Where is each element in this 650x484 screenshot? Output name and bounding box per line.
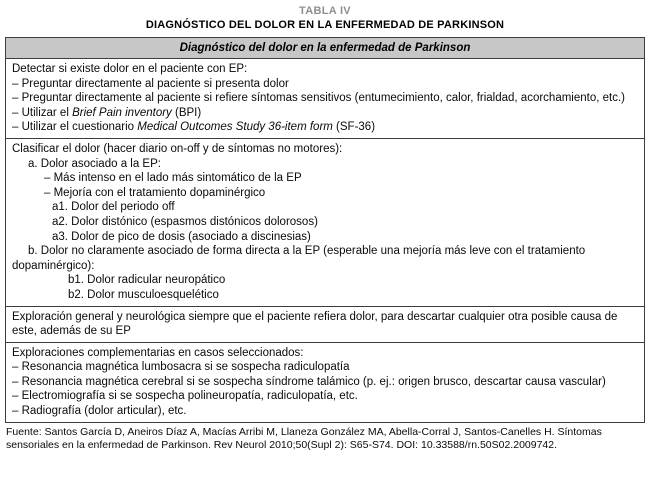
table-line	[12, 273, 638, 288]
table-number: TABLA IV	[299, 5, 351, 17]
table-line	[12, 389, 638, 404]
text-segment: – Preguntar directamente al paciente si presenta dolor	[12, 77, 289, 90]
table-caption: DIAGNÓSTICO DEL DOLOR EN LA ENFERMEDAD DE PARKINSON	[145, 19, 505, 31]
text-segment: a1. Dolor del periodo off	[52, 201, 175, 214]
text-segment: Detectar si existe dolor en el paciente con EP:	[12, 63, 248, 75]
table-line	[12, 230, 638, 245]
text-segment: – Resonancia magnética cerebral si se sospecha síndrome talámico (p. ej.: origen brusco, descartar causa vascular)	[12, 375, 606, 388]
text-segment: Brief Pain inventory	[72, 106, 172, 119]
text-segment: Medical Outcomes Study 36-item form	[137, 121, 333, 134]
text-segment: (BPI)	[171, 106, 202, 119]
text-segment: a3. Dolor de pico de dosis (asociado a discinesias)	[52, 230, 311, 243]
text-segment: – Electromiografía si se sospecha polineuropatía, radiculopatía, etc.	[12, 390, 358, 403]
text-segment: Exploración general y neurológica siempre que el paciente refiera dolor, para descartar cualquier otra posible causa de este, además de su EP	[12, 310, 618, 338]
text-segment: b2. Dolor musculoesquelético	[68, 288, 219, 301]
text-segment: – Mejoría con el tratamiento dopaminérgico	[44, 186, 266, 199]
table-line	[12, 215, 638, 230]
text-segment: a. Dolor asociado a la EP:	[28, 157, 161, 170]
table-line	[12, 62, 638, 77]
diagnosis-table	[5, 37, 645, 423]
text-segment: a2. Dolor distónico (espasmos distónicos dolorosos)	[52, 215, 318, 228]
table-section	[6, 307, 644, 343]
table-line	[12, 142, 638, 157]
table-line	[12, 404, 638, 419]
table-line	[12, 106, 638, 121]
table-section	[6, 139, 644, 307]
table-line	[12, 157, 638, 172]
source-note: Fuente: Santos García D, Aneiros Díaz A, Macías Arribi M, Llaneza González MA, Abella-Corral J, Santos-Canelles H. Síntomas sensoriales en la enfermedad de Parkinson. Rev Neurol 2010;50(Supl 2): S65-S74. DOI: 10.33588/rn.50S02.2009742.	[6, 425, 602, 451]
table-line	[12, 288, 638, 303]
text-segment: (SF-36)	[332, 121, 376, 134]
table-line	[12, 310, 638, 339]
table-line	[12, 346, 638, 361]
text-segment: Clasificar el dolor (hacer diario on-off y de síntomas no motores):	[12, 142, 343, 155]
text-segment: – Radiografía (dolor articular), etc.	[12, 405, 187, 418]
text-segment: – Preguntar directamente al paciente si refiere síntomas sensitivos (entumecimiento, calor, frialdad, acorchamiento, etc.)	[12, 92, 625, 105]
table-line	[12, 360, 638, 375]
text-segment: – Resonancia magnética lumbosacra si se sospecha radiculopatía	[12, 361, 350, 374]
text-segment: b. Dolor no claramente asociado de forma directa a la EP (esperable una mejoría más leve con el tratamiento dopaminérgico):	[12, 245, 586, 272]
table-line	[12, 244, 638, 273]
table-header: Diagnóstico del dolor en la enfermedad de Parkinson	[6, 38, 644, 59]
table-line	[12, 77, 638, 92]
text-segment: – Más intenso en el lado más sintomático de la EP	[44, 172, 302, 185]
text-segment: – Utilizar el	[12, 106, 73, 119]
table-body	[6, 59, 644, 422]
table-line	[12, 171, 638, 186]
table-line	[12, 91, 638, 106]
table-line	[12, 375, 638, 390]
table-section	[6, 343, 644, 422]
table-line	[12, 200, 638, 215]
text-segment: b1. Dolor radicular neuropático	[68, 274, 226, 287]
table-line	[12, 186, 638, 201]
table-section	[6, 59, 644, 139]
text-segment: – Utilizar el cuestionario	[12, 121, 138, 134]
text-segment: Exploraciones complementarias en casos seleccionados:	[12, 346, 304, 359]
table-line	[12, 120, 638, 135]
